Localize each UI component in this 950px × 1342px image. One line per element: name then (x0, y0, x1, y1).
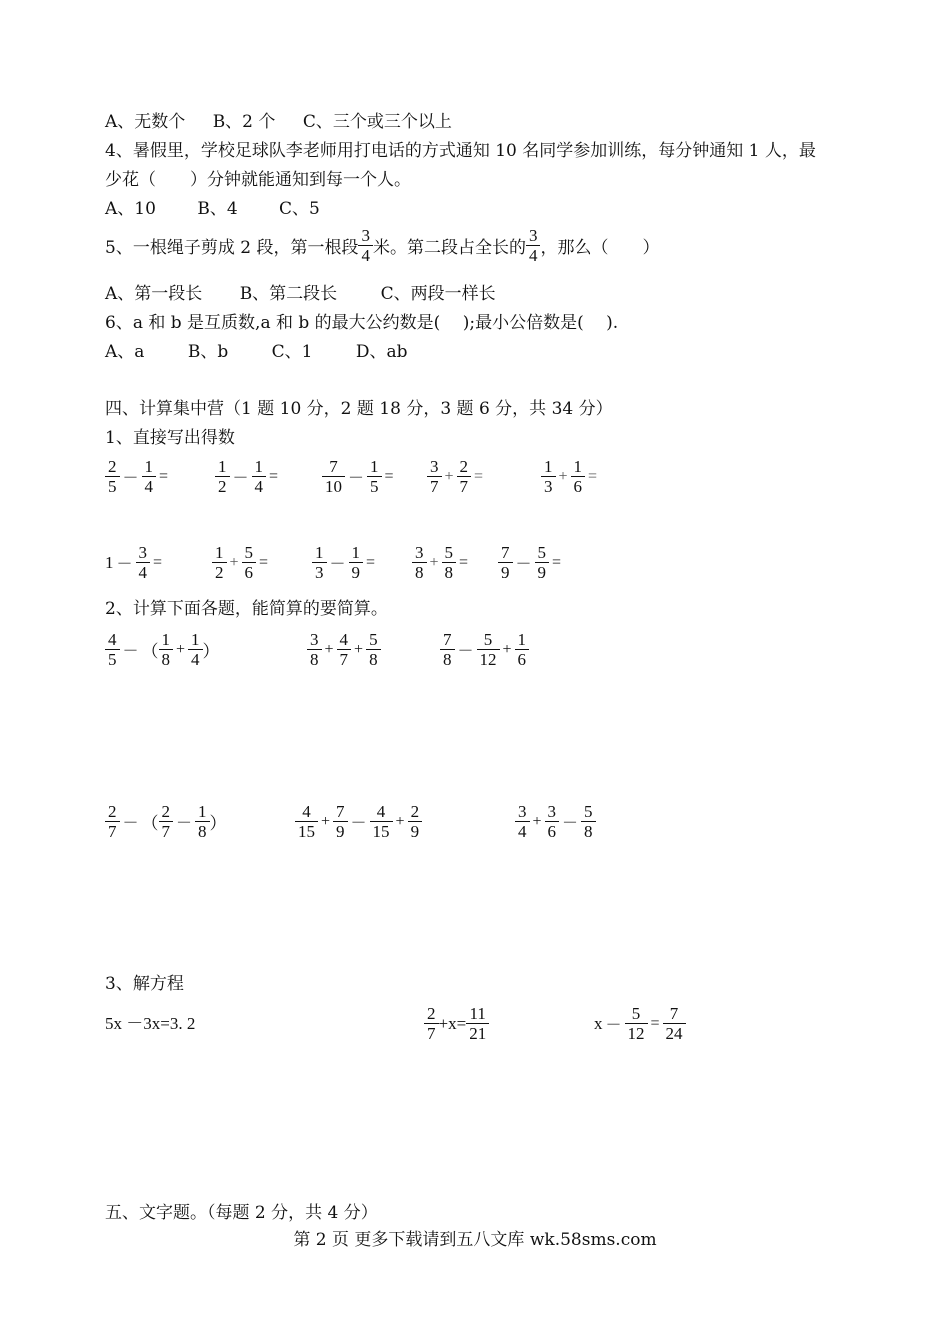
option: A、第一段长 (105, 284, 203, 304)
fraction: $\frac{1}{9}$ (349, 543, 364, 582)
q5-text-1: 5、一根绳子剪成 2 段，第一根段 (105, 238, 359, 258)
fraction: 7 10 (322, 457, 345, 496)
option: A、无数个 (105, 112, 186, 132)
calc-item: 3 4 + $\frac{3}{6}$ － 5 8 (515, 802, 596, 841)
fraction: 7 9 (498, 543, 513, 582)
option: C、1 (271, 342, 313, 362)
calc-item: 1 2 － $\frac{1}{4}$ = (215, 457, 281, 496)
fraction: 1 3 (541, 457, 556, 496)
q5-text-3: ，那么（ ） (540, 238, 660, 258)
q5-options (105, 283, 496, 305)
fraction: $\frac{11}{21}$ (466, 1004, 489, 1043)
equation-1: 5x －3x=3. 2 (105, 1014, 196, 1033)
fraction: $\frac{1}{4}$ (188, 630, 203, 669)
option: B、4 (197, 199, 238, 219)
q6-options (105, 341, 408, 363)
fraction: 4 15 (295, 802, 318, 841)
equation-2: 2 7 +x= $\frac{11}{21}$ (424, 1004, 489, 1043)
fraction: 7 8 (440, 630, 455, 669)
option: C、5 (279, 199, 320, 219)
calc-item: 1 3 + $\frac{1}{6}$ = (541, 457, 600, 496)
subsection-1-title: 1、直接写出得数 (105, 428, 235, 448)
calc-item: 1 3 － $\frac{1}{9}$ = (312, 543, 378, 582)
calc-item: 4 15 + $\frac{7}{9}$ － 4 15 + $\frac{2}{9}$ (295, 802, 422, 841)
page-footer: 第 2 页 更多下载请到五八文库 wk.58sms.com (293, 1230, 657, 1250)
fraction: 1 3 (312, 543, 327, 582)
fraction: $\frac{3}{6}$ (545, 802, 560, 841)
fraction: 1 2 (212, 543, 227, 582)
fraction: $\frac{7}{9}$ (333, 802, 348, 841)
option: B、第二段长 (239, 284, 338, 304)
q3-options (105, 111, 452, 133)
fraction: 1 2 (215, 457, 230, 496)
fraction: 2 5 (105, 457, 120, 496)
fraction: $\frac{5}{12}$ (625, 1004, 648, 1043)
fraction: $\frac{1}{6}$ (515, 630, 530, 669)
q4-line1: 4、暑假里，学校足球队李老师用打电话的方式通知 10 名同学参加训练，每分钟通知 1 人，最 (105, 141, 816, 161)
fraction: $\frac{5}{9}$ (535, 543, 550, 582)
equation-3: x － $\frac{5}{12}$ = $\frac{7}{24}$ (594, 1004, 686, 1043)
fraction: 2 7 (159, 802, 174, 841)
fraction: $\frac{5}{8}$ (366, 630, 381, 669)
section-4-title: 四、计算集中营（1 题 10 分，2 题 18 分，3 题 6 分，共 34 分） (105, 399, 613, 419)
fraction: 3 4 (358, 226, 373, 265)
calc-item: 2 5 － $\frac{1}{4}$ = (105, 457, 171, 496)
calc-item: 7 10 － $\frac{1}{5}$ = (322, 457, 397, 496)
q5-stem (105, 226, 659, 265)
fraction: $\frac{1}{4}$ (142, 457, 157, 496)
fraction: $\frac{5}{6}$ (242, 543, 257, 582)
fraction: 4 5 (105, 630, 120, 669)
subsection-2-title: 2、计算下面各题，能简算的要简算。 (105, 599, 388, 619)
calc-item: 2 7 － （ 2 7 － 1 8 ） (105, 802, 227, 841)
calc-item: 3 7 + $\frac{2}{7}$ = (427, 457, 486, 496)
q6-stem: 6、a 和 b 是互质数,a 和 b 的最大公约数是( );最小公倍数是( ). (105, 313, 619, 333)
subsection-3-title: 3、解方程 (105, 974, 184, 994)
option: B、2 个 (212, 112, 276, 132)
fraction: 2 7 (424, 1004, 439, 1043)
fraction: 3 4 (526, 226, 541, 265)
fraction: 3 4 (515, 802, 530, 841)
calc-item: 7 9 － $\frac{5}{9}$ = (498, 543, 564, 582)
option: C、三个或三个以上 (302, 112, 452, 132)
fraction: 5 8 (581, 802, 596, 841)
fraction: 3 7 (427, 457, 442, 496)
fraction: 3 8 (307, 630, 322, 669)
q4-line2: 少花（ ）分钟就能通知到每一个人。 (105, 170, 411, 190)
calc-item: 1 － $\frac{3}{4}$ = (105, 543, 163, 582)
section-5-title: 五、文字题。（每题 2 分，共 4 分） (105, 1203, 378, 1223)
fraction: $\frac{2}{7}$ (457, 457, 472, 496)
fraction: 1 8 (159, 630, 174, 669)
calc-item: 3 8 + $\frac{4}{7}$ + $\frac{5}{8}$ (307, 630, 381, 669)
calc-item: 4 5 － （ 1 8 + $\frac{1}{4}$ ） (105, 630, 220, 669)
fraction: 2 7 (105, 802, 120, 841)
fraction: $\frac{4}{7}$ (337, 630, 352, 669)
option: B、b (187, 342, 229, 362)
option: C、两段一样长 (380, 284, 496, 304)
fraction: $\frac{3}{4}$ (136, 543, 151, 582)
calc-item: 1 2 + $\frac{5}{6}$ = (212, 543, 271, 582)
fraction: 3 8 (412, 543, 427, 582)
calc-item: 3 8 + $\frac{5}{8}$ = (412, 543, 471, 582)
option: A、10 (105, 199, 156, 219)
fraction: 5 12 (477, 630, 500, 669)
option: D、ab (355, 342, 408, 362)
fraction: $\frac{2}{9}$ (408, 802, 423, 841)
fraction: 4 15 (370, 802, 393, 841)
calc-item: 7 8 － 5 12 + $\frac{1}{6}$ (440, 630, 529, 669)
fraction: $\frac{1}{5}$ (367, 457, 382, 496)
option: A、a (105, 342, 145, 362)
fraction: $\frac{7}{24}$ (663, 1004, 686, 1043)
fraction: 1 8 (195, 802, 210, 841)
q4-options (105, 198, 320, 220)
q5-text-2: 米。第二段占全长的 (372, 238, 526, 258)
fraction: $\frac{1}{6}$ (571, 457, 586, 496)
fraction: $\frac{1}{4}$ (252, 457, 267, 496)
fraction: $\frac{5}{8}$ (442, 543, 457, 582)
